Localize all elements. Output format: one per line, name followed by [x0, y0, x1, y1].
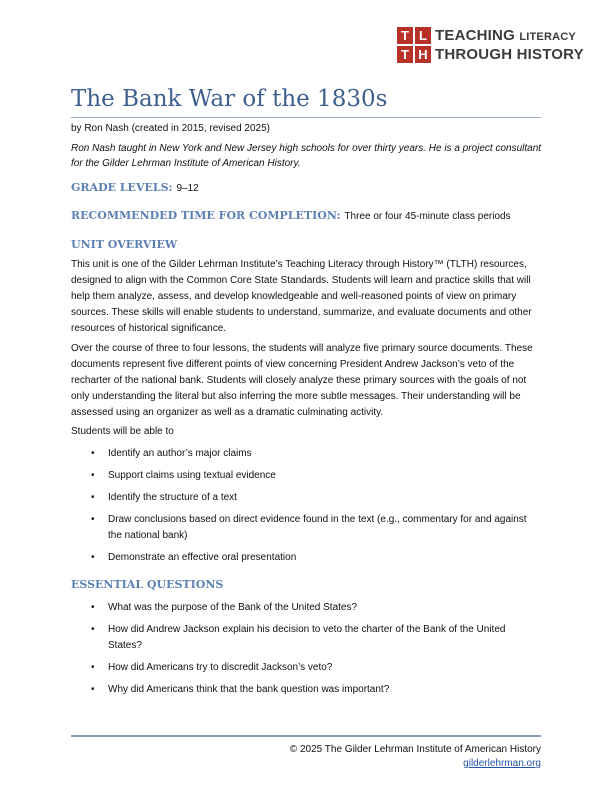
list-item-text: Demonstrate an effective oral presentation [108, 552, 297, 563]
tlth-logo-mark [397, 27, 431, 63]
page-title: The Bank War of the 1830s [71, 86, 388, 112]
logo-word-teaching: TEACHING [435, 27, 520, 44]
list-item: • How did Americans try to discredit Jackson’s veto? [91, 662, 333, 673]
grade-levels-label: GRADE LEVELS: [71, 181, 173, 194]
list-item: • What was the purpose of the Bank of the United States? [91, 602, 358, 613]
logo-letter: L [415, 27, 431, 44]
essential-questions-list [71, 600, 541, 698]
list-item: • Identify an author’s major claims [91, 448, 252, 459]
recommended-time-label: RECOMMENDED TIME FOR COMPLETION: [71, 209, 341, 222]
list-item-text: How did Americans try to discredit Jackson’s veto? [108, 662, 333, 673]
author-byline: by Ron Nash (created in 2015, revised 2025) [71, 123, 271, 134]
recommended-time-row [71, 209, 511, 222]
list-item-text: Identify an author’s major claims [108, 448, 252, 459]
tlth-logo [397, 27, 584, 69]
list-item: • Draw conclusions based on direct evidence found in the text (e.g., commentary for and against the national bank) [91, 514, 527, 541]
author-bio: Ron Nash taught in New York and New Jersey high schools for over thirty years. He is a project consultant for the Gilder Lehrman Institute of American History. [71, 143, 542, 169]
tlth-logo-wordmark [435, 27, 584, 64]
footer-copyright: © 2025 The Gilder Lehrman Institute of American History [289, 744, 541, 755]
list-item-text: Identify the structure of a text [108, 492, 237, 503]
grade-levels-row [71, 181, 199, 194]
list-item: • How did Andrew Jackson explain his decision to veto the charter of the Bank of the United States? [91, 624, 506, 651]
logo-letter: H [415, 46, 431, 63]
essential-questions-heading: ESSENTIAL QUESTIONS [71, 578, 224, 591]
list-item: • Demonstrate an effective oral presentation [91, 552, 297, 563]
footer-divider [71, 735, 541, 737]
logo-line-1 [435, 27, 576, 46]
logo-word-literacy: LITERACY [519, 31, 576, 43]
logo-letter: T [397, 46, 413, 63]
logo-letter: T [397, 27, 413, 44]
grade-levels-value: 9–12 [176, 183, 199, 194]
recommended-time-value: Three or four 45-minute class periods [344, 211, 511, 222]
list-item: • Identify the structure of a text [91, 492, 237, 503]
unit-overview-heading: UNIT OVERVIEW [71, 238, 178, 251]
list-item-text: How did Andrew Jackson explain his decision to veto the charter of the Bank of the United States? [108, 624, 506, 651]
logo-line-2: THROUGH HISTORY [435, 46, 584, 63]
students-able-intro: Students will be able to [71, 426, 174, 437]
gilderlehrman-link[interactable]: gilderlehrman.org [463, 758, 541, 769]
skills-list [71, 446, 541, 566]
unit-overview-paragraph-2: Over the course of three to four lessons, the students will analyze five primary source documents. These documents represent five different points of view concerning President Andrew Jackson’s veto of the recharter of the national bank. Students will closely analyze these primary sources with the goals of not only understanding the literal but also inferring the more subtle messages. Their understanding will be assessed using an organizer as well as a dramatic culminating activity. [71, 343, 533, 418]
title-divider [71, 117, 541, 118]
list-item-text: Draw conclusions based on direct evidence found in the text (e.g., commentary for and against the national bank) [108, 514, 527, 541]
list-item: • Support claims using textual evidence [91, 470, 276, 481]
list-item: • Why did Americans think that the bank question was important? [91, 684, 390, 695]
list-item-text: What was the purpose of the Bank of the United States? [108, 602, 358, 613]
unit-overview-paragraph-1: This unit is one of the Gilder Lehrman Institute’s Teaching Literacy through History™ (TLTH) resources, designed to align with the Common Core State Standards. Students will learn and practice skills that will help them analyze, assess, and develop knowledgeable and well-reasoned points of view on primary sources. These skills will enable students to understand, summarize, and evaluate documents and other resources of historical significance. [71, 259, 532, 334]
list-item-text: Support claims using textual evidence [108, 470, 276, 481]
list-item-text: Why did Americans think that the bank question was important? [108, 684, 390, 695]
